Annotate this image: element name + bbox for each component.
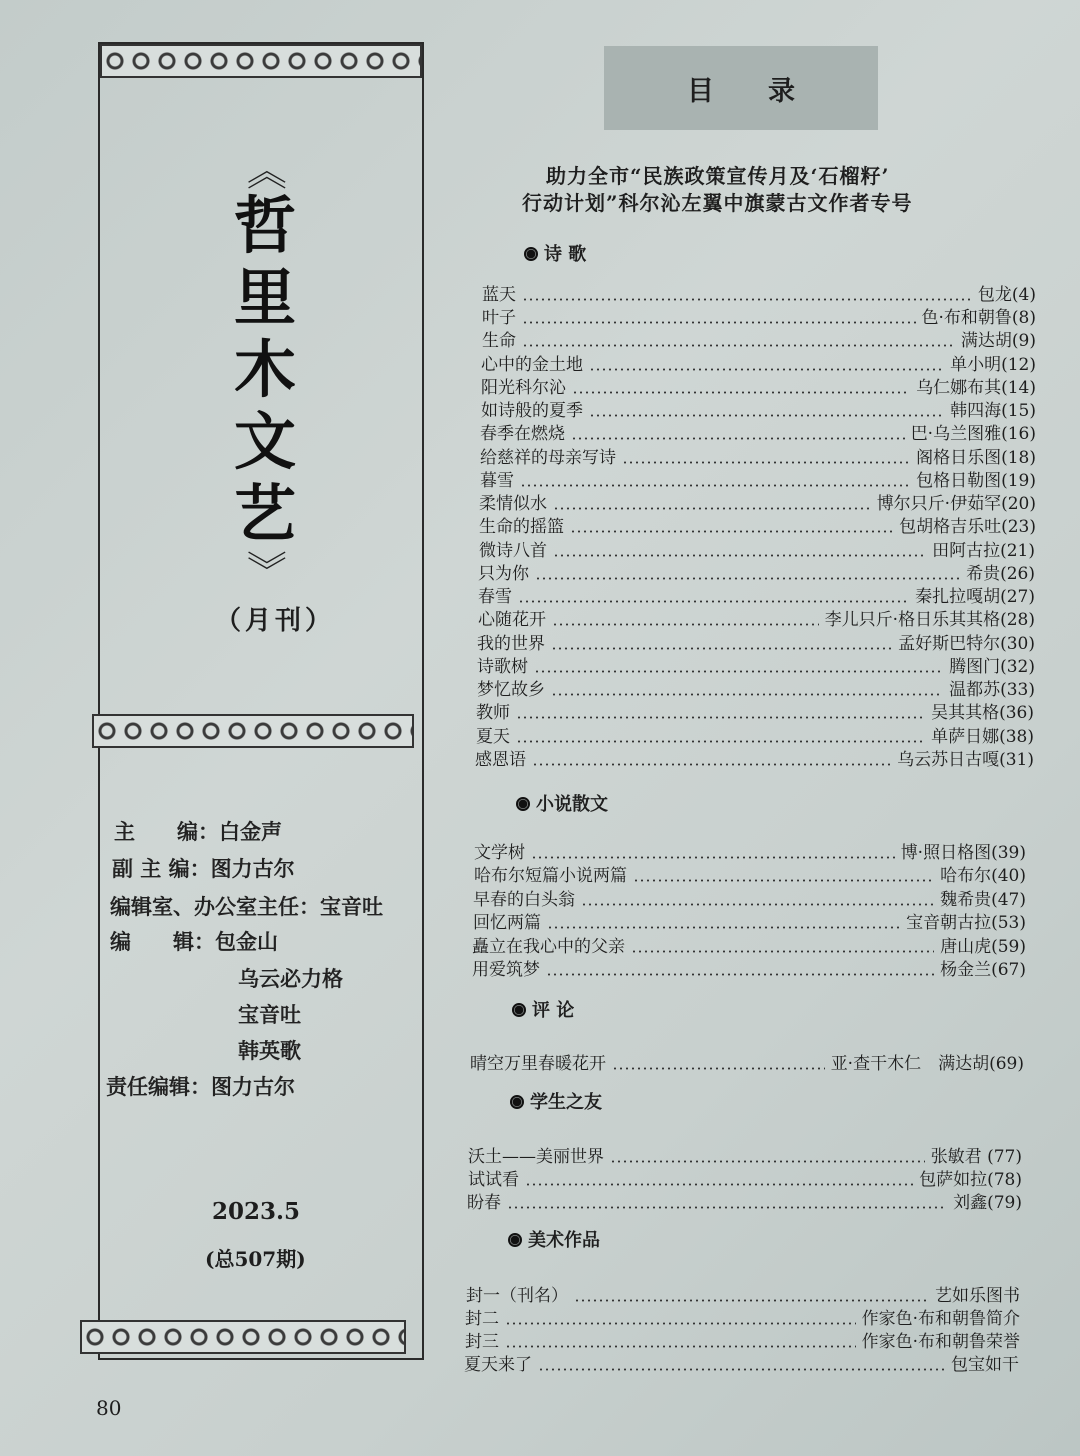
entry-title: 封二 [465,1309,499,1329]
toc-entry[interactable] [482,306,1036,329]
dot-leader [518,600,909,603]
entry-author-page: 魏希贵(47) [940,890,1026,910]
entry-author-page: 吴其其格(36) [931,703,1034,723]
title-close-bracket: 》 [242,550,288,590]
entry-title: 用爱筑梦 [472,960,540,980]
section-title: 评 论 [532,1000,575,1021]
toc-entry[interactable] [468,1145,1022,1168]
title-char: 艺 [233,477,296,550]
dot-leader [552,623,819,626]
toc-entry[interactable] [481,353,1036,376]
toc-entry[interactable] [480,446,1036,469]
entry-author-page: 乌仁娜布其(14) [916,378,1036,398]
title-char: 文 [233,405,296,478]
entry-title: 夏天 [476,727,510,747]
entry-author-page: 单萨日娜(38) [931,727,1034,747]
entry-author-page: 包宝如干 [951,1355,1019,1375]
entry-title: 回忆两篇 [473,913,541,933]
dot-leader [612,1067,825,1070]
chief-editor: 主 编：白金声 [114,819,282,844]
entry-title: 哈布尔短篇小说两篇 [474,866,627,886]
dot-leader [520,484,910,487]
title-char: 木 [233,333,296,406]
entry-author-page: 秦扎拉嘎胡(27) [915,587,1035,607]
toc-entry[interactable] [480,422,1036,445]
entry-title: 柔情似水 [479,494,547,514]
entry-author-page: 宝音朝古拉(53) [906,913,1026,933]
entry-author-page: 作家色·布和朝鲁荣誉 [861,1332,1020,1352]
toc-entry[interactable] [468,1168,1022,1191]
section-bullet-icon [508,1233,522,1247]
entry-author-page: 作家色·布和朝鲁简介 [861,1309,1020,1329]
dot-leader [516,716,925,719]
entry-title: 春季在燃烧 [480,424,565,444]
entry-title: 夏天来了 [464,1355,532,1375]
toc-entry[interactable] [467,1191,1022,1214]
entry-author-page: 亚·查干木仁 满达胡(69) [830,1054,1024,1074]
entry-author-page: 李儿只斤·格日乐其其格(28) [824,610,1035,630]
section-criticism [512,996,574,1022]
entry-author-page: 博·照日格图(39) [900,843,1026,863]
section-bullet-icon [524,247,538,261]
dot-leader [589,368,944,371]
title-char: 哲 [233,189,296,262]
entry-author-page: 艺如乐图书 [935,1286,1020,1306]
deputy-editor: 副 主 编：图力古尔 [112,856,295,881]
toc-entry[interactable] [481,376,1036,399]
section-art [508,1226,600,1252]
entry-author-page: 博尔只斤·伊茹罕(20) [876,494,1036,514]
entry-author-page: 满达胡(9) [960,331,1036,351]
toc-entry[interactable] [479,515,1036,538]
entry-title: 蓝天 [482,285,516,305]
section-bullet-icon [510,1095,524,1109]
toc-entry[interactable] [472,935,1026,958]
entry-title: 只为你 [478,564,529,584]
toc-entry[interactable] [476,725,1034,748]
office-director: 编辑室、办公室主任：宝音吐 [110,894,383,919]
entry-title: 封三 [465,1332,499,1352]
dot-leader [535,577,960,580]
section-poetry [524,240,586,266]
dot-leader [589,414,944,417]
toc-entry[interactable] [482,329,1036,352]
dot-leader [633,879,934,882]
entry-author-page: 田阿古拉(21) [932,541,1035,561]
entry-author-page: 乌云苏日古嘎(31) [897,750,1034,770]
dot-leader [516,740,925,743]
editor-name: 乌云必力格 [238,966,343,991]
title-open-bracket: 《 [242,150,288,190]
toc-entry[interactable] [464,1353,1019,1376]
dot-leader [522,298,972,301]
entry-title: 盼春 [467,1193,501,1213]
entry-author-page: 巴·乌兰图雅(16) [910,424,1036,444]
toc-entry[interactable] [477,632,1035,655]
entry-author-page: 孟好斯巴特尔(30) [898,634,1035,654]
toc-entry[interactable] [478,608,1035,631]
dot-leader [522,321,916,324]
entry-title: 暮雪 [480,471,514,491]
dot-leader [525,1183,913,1186]
editors-label: 编 辑：包金山 [110,929,278,954]
entry-title: 试试看 [468,1170,519,1190]
top-ornament-band [100,44,422,78]
entry-author-page: 色·布和朝鲁(8) [921,308,1036,328]
dot-leader [505,1322,856,1325]
middle-ornament-band [92,714,414,748]
toc-entry[interactable] [478,585,1035,608]
entry-author-page: 单小明(12) [950,355,1036,375]
toc-heading: 目录 [604,46,878,130]
section-title: 小说散文 [536,794,608,815]
dot-leader [522,344,955,347]
entry-title: 早春的白头翁 [473,890,575,910]
bottom-ornament-band [80,1320,406,1354]
dot-leader [553,507,871,510]
entry-title: 心中的金土地 [481,355,583,375]
toc-entry[interactable] [466,1284,1020,1307]
dot-leader [546,973,934,976]
entry-title: 心随花开 [478,610,546,630]
entry-author-page: 唐山虎(59) [940,937,1026,957]
toc-entry[interactable] [480,469,1036,492]
dot-leader [553,554,926,557]
entry-author-page: 希贵(26) [966,564,1035,584]
toc-entry[interactable] [482,283,1036,306]
entry-title: 春雪 [478,587,512,607]
frequency-label: （月刊） [215,606,336,636]
dot-leader [570,530,893,533]
entry-author-page: 韩四海(15) [950,401,1036,421]
responsible-editor: 责任编辑：图力古尔 [106,1074,295,1099]
dot-leader [574,1299,929,1302]
dot-leader [581,903,934,906]
section-title: 诗 歌 [544,244,587,265]
toc-entry[interactable] [475,748,1034,771]
issue-date: 2023.5 [212,1198,301,1225]
entry-title: 阳光科尔沁 [481,378,566,398]
dot-leader [631,950,934,953]
dot-leader [507,1206,947,1209]
toc-entry[interactable] [481,399,1036,422]
toc-entry[interactable] [477,655,1035,678]
dot-leader [538,1368,945,1371]
entry-author-page: 包萨如拉(78) [919,1170,1022,1190]
entry-author-page: 包胡格吉乐吐(23) [899,517,1036,537]
entry-title: 文学树 [474,843,525,863]
toc-subtitle-line2: 行动计划”科尔沁左翼中旗蒙古文作者专号 [522,191,913,215]
dot-leader [622,461,910,464]
entry-title: 封一（刊名） [466,1286,568,1306]
toc-subtitle-line1: 助力全市“民族政策宣传月及‘石榴籽’ [546,164,890,188]
entry-author-page: 腾图门(32) [949,657,1035,677]
entry-author-page: 包格日勒图(19) [916,471,1036,491]
dot-leader [551,647,892,650]
toc-entry[interactable] [479,539,1035,562]
magazine-title [230,150,300,590]
entry-title: 我的世界 [477,634,545,654]
entry-author-page: 张敏君 (77) [930,1147,1022,1167]
entry-title: 如诗般的夏季 [481,401,583,421]
title-char: 里 [233,261,296,334]
section-students [510,1088,602,1114]
entry-author-page: 阁格日乐图(18) [916,448,1036,468]
entry-title: 晴空万里春暖花开 [470,1054,606,1074]
dot-leader [531,856,895,859]
entry-title: 沃土——美丽世界 [468,1147,604,1167]
dot-leader [547,926,900,929]
entry-title: 感恩语 [475,750,526,770]
issue-number: (总507期) [205,1247,306,1271]
section-title: 学生之友 [530,1092,602,1113]
entry-title: 教师 [476,703,510,723]
entry-author-page: 杨金兰(67) [940,960,1026,980]
section-bullet-icon [516,797,530,811]
toc-entry[interactable] [473,911,1026,934]
entry-title: 给慈祥的母亲写诗 [480,448,616,468]
editor-name: 宝音吐 [238,1002,301,1027]
section-title: 美术作品 [528,1230,600,1251]
toc-entry[interactable] [479,492,1036,515]
dot-leader [532,763,891,766]
entry-title: 生命的摇篮 [479,517,564,537]
entry-title: 梦忆故乡 [477,680,545,700]
toc-entry[interactable] [474,864,1026,887]
toc-entry[interactable] [465,1330,1020,1353]
toc-entry[interactable] [474,841,1026,864]
entry-author-page: 刘鑫(79) [953,1193,1022,1213]
toc-entry[interactable] [472,958,1026,981]
page-number: 80 [96,1396,122,1420]
entry-author-page: 温都苏(33) [949,680,1035,700]
section-fiction [516,790,608,816]
entry-author-page: 包龙(4) [977,285,1036,305]
entry-author-page: 哈布尔(40) [940,866,1026,886]
dot-leader [572,391,910,394]
toc-entry[interactable] [470,1052,1024,1075]
entry-title: 诗歌树 [477,657,528,677]
entry-title: 微诗八首 [479,541,547,561]
dot-leader [610,1160,925,1163]
toc-entry[interactable] [477,678,1035,701]
toc-entry[interactable] [465,1307,1020,1330]
dot-leader [551,693,943,696]
dot-leader [571,437,905,440]
toc-entry[interactable] [476,701,1034,724]
entry-title: 生命 [482,331,516,351]
entry-title: 矗立在我心中的父亲 [472,937,625,957]
toc-entry[interactable] [478,562,1035,585]
section-bullet-icon [512,1003,526,1017]
toc-entry[interactable] [473,888,1026,911]
dot-leader [505,1345,856,1348]
editor-name: 韩英歌 [238,1038,301,1063]
dot-leader [534,670,943,673]
entry-title: 叶子 [482,308,516,328]
